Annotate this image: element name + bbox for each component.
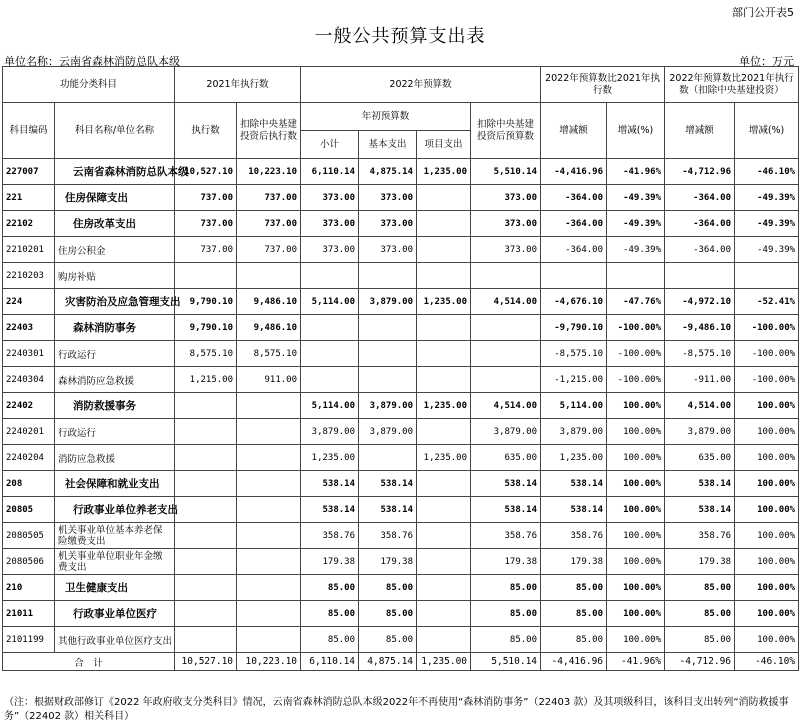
- row-cell: -364.00: [665, 185, 735, 211]
- row-name: 住房改革支出: [55, 211, 175, 237]
- row-cell: 4,514.00: [471, 289, 541, 315]
- row-cell: [175, 445, 237, 471]
- row-cell: 6,110.14: [301, 159, 359, 185]
- row-cell: 179.38: [665, 549, 735, 575]
- row-cell: 1,235.00: [417, 445, 471, 471]
- row-cell: [175, 497, 237, 523]
- row-cell: 5,510.14: [471, 159, 541, 185]
- row-cell: 373.00: [301, 211, 359, 237]
- header-basic: 基本支出: [359, 131, 417, 159]
- row-cell: 538.14: [359, 471, 417, 497]
- row-name: 行政运行: [55, 341, 175, 367]
- table-row: [3, 367, 799, 393]
- row-name: 消防救援事务: [55, 393, 175, 419]
- total-cell: -41.96%: [607, 653, 665, 671]
- row-cell: -4,676.10: [541, 289, 607, 315]
- row-cell: -911.00: [665, 367, 735, 393]
- row-cell: [237, 627, 301, 653]
- row-code: 2240201: [3, 419, 55, 445]
- row-cell: [471, 367, 541, 393]
- row-cell: [175, 393, 237, 419]
- total-label: 合 计: [3, 653, 175, 671]
- row-cell: 3,879.00: [665, 419, 735, 445]
- row-cell: -364.00: [541, 237, 607, 263]
- row-cell: 538.14: [471, 471, 541, 497]
- row-cell: [665, 263, 735, 289]
- row-cell: 1,235.00: [541, 445, 607, 471]
- header-func-class: 功能分类科目: [3, 67, 175, 103]
- table-row: [3, 159, 799, 185]
- table-row: [3, 601, 799, 627]
- row-cell: 1,235.00: [417, 289, 471, 315]
- header-exec: 执行数: [175, 103, 237, 159]
- row-code: 2210203: [3, 263, 55, 289]
- row-cell: [417, 237, 471, 263]
- header-budget-2022: 2022年预算数: [301, 67, 541, 103]
- row-cell: 5,114.00: [301, 393, 359, 419]
- row-cell: [471, 263, 541, 289]
- row-cell: [175, 575, 237, 601]
- row-cell: [471, 341, 541, 367]
- row-cell: 100.00%: [735, 445, 799, 471]
- row-cell: 85.00: [359, 575, 417, 601]
- row-cell: [417, 575, 471, 601]
- total-row: [3, 653, 799, 671]
- row-name: 行政事业单位养老支出: [55, 497, 175, 523]
- header-exec-excl: 扣除中央基建投资后执行数: [237, 103, 301, 159]
- row-cell: 3,879.00: [541, 419, 607, 445]
- row-cell: 737.00: [175, 211, 237, 237]
- row-cell: [175, 627, 237, 653]
- row-cell: 10,223.10: [237, 159, 301, 185]
- row-cell: [301, 341, 359, 367]
- row-cell: [237, 601, 301, 627]
- row-cell: [417, 315, 471, 341]
- row-name: 住房公积金: [55, 237, 175, 263]
- row-cell: -4,416.96: [541, 159, 607, 185]
- row-cell: -49.39%: [735, 185, 799, 211]
- table-row: [3, 211, 799, 237]
- row-name: 灾害防治及应急管理支出: [55, 289, 175, 315]
- row-cell: 4,514.00: [471, 393, 541, 419]
- header-inc1: 增减额: [541, 103, 607, 159]
- total-cell: -46.10%: [735, 653, 799, 671]
- header-compare-exec-excl: 2022年预算数比2021年执行数（扣除中央基建投资）: [665, 67, 799, 103]
- total-cell: 4,875.14: [359, 653, 417, 671]
- row-cell: 100.00%: [735, 471, 799, 497]
- table-row: [3, 289, 799, 315]
- row-cell: 373.00: [471, 237, 541, 263]
- row-code: 2240304: [3, 367, 55, 393]
- row-cell: 635.00: [471, 445, 541, 471]
- row-cell: -9,790.10: [541, 315, 607, 341]
- row-cell: 85.00: [359, 627, 417, 653]
- row-cell: -100.00%: [607, 341, 665, 367]
- table-row: [3, 575, 799, 601]
- row-cell: 3,879.00: [359, 289, 417, 315]
- header-name: 科目名称/单位名称: [55, 103, 175, 159]
- row-cell: 85.00: [359, 601, 417, 627]
- table-row: [3, 315, 799, 341]
- row-name: 森林消防应急救援: [55, 367, 175, 393]
- row-code: 21011: [3, 601, 55, 627]
- row-cell: 85.00: [301, 575, 359, 601]
- row-cell: 538.14: [665, 497, 735, 523]
- row-cell: [735, 263, 799, 289]
- row-cell: [301, 315, 359, 341]
- row-cell: 373.00: [359, 211, 417, 237]
- header-pct2: 增减(%): [735, 103, 799, 159]
- row-cell: 8,575.10: [237, 341, 301, 367]
- row-cell: 100.00%: [607, 601, 665, 627]
- row-cell: 100.00%: [607, 497, 665, 523]
- row-code: 2210201: [3, 237, 55, 263]
- total-cell: 6,110.14: [301, 653, 359, 671]
- row-cell: [417, 185, 471, 211]
- row-cell: [417, 211, 471, 237]
- row-cell: [417, 627, 471, 653]
- row-cell: [417, 263, 471, 289]
- table-row: [3, 549, 799, 575]
- row-cell: 4,875.14: [359, 159, 417, 185]
- row-code: 2080505: [3, 523, 55, 549]
- row-name: 社会保障和就业支出: [55, 471, 175, 497]
- row-cell: 100.00%: [607, 445, 665, 471]
- row-cell: 85.00: [301, 627, 359, 653]
- row-cell: 4,514.00: [665, 393, 735, 419]
- row-cell: 100.00%: [735, 523, 799, 549]
- row-cell: 538.14: [665, 471, 735, 497]
- row-cell: [417, 471, 471, 497]
- row-cell: 100.00%: [735, 393, 799, 419]
- row-cell: 100.00%: [735, 627, 799, 653]
- row-cell: 85.00: [665, 601, 735, 627]
- row-cell: 358.76: [359, 523, 417, 549]
- row-name: 行政事业单位医疗: [55, 601, 175, 627]
- row-cell: [175, 471, 237, 497]
- row-cell: -4,712.96: [665, 159, 735, 185]
- table-row: [3, 185, 799, 211]
- row-cell: [417, 367, 471, 393]
- footnote: （注：根据财政部修订《2022 年政府收支分类科目》情况，云南省森林消防总队本级2022年不再使用“森林消防事务”（22403 款）及其项级科目，该科目支出转列“消防救援事务”（22402 款）相关科目）: [4, 697, 789, 722]
- row-cell: 358.76: [471, 523, 541, 549]
- total-cell: 10,223.10: [237, 653, 301, 671]
- row-cell: 737.00: [237, 185, 301, 211]
- row-cell: 85.00: [665, 627, 735, 653]
- row-cell: 5,114.00: [541, 393, 607, 419]
- row-cell: 3,879.00: [359, 393, 417, 419]
- unit-money: 单位：万元: [739, 55, 794, 68]
- total-cell: 1,235.00: [417, 653, 471, 671]
- row-cell: 100.00%: [735, 575, 799, 601]
- table-row: [3, 523, 799, 549]
- row-cell: -46.10%: [735, 159, 799, 185]
- row-cell: -49.39%: [735, 211, 799, 237]
- row-cell: 85.00: [471, 601, 541, 627]
- row-name: 卫生健康支出: [55, 575, 175, 601]
- row-cell: 373.00: [359, 237, 417, 263]
- unit-name: 单位名称：云南省森林消防总队本级: [4, 55, 180, 68]
- row-cell: 179.38: [471, 549, 541, 575]
- row-code: 2240204: [3, 445, 55, 471]
- row-cell: [417, 601, 471, 627]
- row-cell: 5,114.00: [301, 289, 359, 315]
- row-cell: 1,235.00: [417, 393, 471, 419]
- row-code: 2101199: [3, 627, 55, 653]
- row-code: 2240301: [3, 341, 55, 367]
- row-cell: 100.00%: [735, 601, 799, 627]
- row-cell: 373.00: [471, 185, 541, 211]
- row-cell: -1,215.00: [541, 367, 607, 393]
- row-cell: -8,575.10: [665, 341, 735, 367]
- row-cell: -47.76%: [607, 289, 665, 315]
- row-code: 224: [3, 289, 55, 315]
- row-cell: 179.38: [541, 549, 607, 575]
- total-cell: 10,527.10: [175, 653, 237, 671]
- row-cell: [359, 367, 417, 393]
- row-cell: -9,486.10: [665, 315, 735, 341]
- table-row: [3, 393, 799, 419]
- row-name: 机关事业单位职业年金缴费支出: [55, 549, 175, 575]
- row-cell: 100.00%: [607, 575, 665, 601]
- row-code: 22403: [3, 315, 55, 341]
- row-cell: [175, 549, 237, 575]
- header-exec-2021: 2021年执行数: [175, 67, 301, 103]
- table-row: [3, 445, 799, 471]
- header-project: 项目支出: [417, 131, 471, 159]
- row-cell: 538.14: [301, 471, 359, 497]
- table-row: [3, 497, 799, 523]
- row-cell: 85.00: [471, 627, 541, 653]
- table-row: [3, 263, 799, 289]
- row-cell: 358.76: [665, 523, 735, 549]
- table-row: [3, 237, 799, 263]
- row-cell: 737.00: [237, 211, 301, 237]
- row-cell: 100.00%: [735, 419, 799, 445]
- row-cell: [359, 445, 417, 471]
- row-name: 其他行政事业单位医疗支出: [55, 627, 175, 653]
- row-cell: -364.00: [665, 237, 735, 263]
- row-name: 行政运行: [55, 419, 175, 445]
- row-code: 22102: [3, 211, 55, 237]
- row-cell: 9,486.10: [237, 315, 301, 341]
- row-name: 机关事业单位基本养老保险缴费支出: [55, 523, 175, 549]
- row-cell: [175, 263, 237, 289]
- row-cell: [471, 315, 541, 341]
- row-cell: -49.39%: [607, 185, 665, 211]
- table-row: [3, 341, 799, 367]
- total-cell: 5,510.14: [471, 653, 541, 671]
- row-cell: -41.96%: [607, 159, 665, 185]
- row-cell: 9,486.10: [237, 289, 301, 315]
- row-cell: 373.00: [359, 185, 417, 211]
- row-cell: 179.38: [359, 549, 417, 575]
- table-row: [3, 627, 799, 653]
- row-cell: 100.00%: [607, 523, 665, 549]
- row-cell: [359, 315, 417, 341]
- row-cell: [237, 549, 301, 575]
- row-code: 210: [3, 575, 55, 601]
- row-cell: -364.00: [665, 211, 735, 237]
- row-code: 20805: [3, 497, 55, 523]
- page-title: 一般公共预算支出表: [314, 26, 486, 47]
- table-row: [3, 471, 799, 497]
- row-cell: 100.00%: [735, 497, 799, 523]
- row-cell: -100.00%: [735, 315, 799, 341]
- row-cell: 373.00: [471, 211, 541, 237]
- budget-table: [2, 66, 799, 671]
- row-cell: 911.00: [237, 367, 301, 393]
- row-cell: [301, 367, 359, 393]
- row-cell: [237, 419, 301, 445]
- row-cell: 1,235.00: [301, 445, 359, 471]
- row-cell: [175, 523, 237, 549]
- row-cell: [301, 263, 359, 289]
- row-cell: -364.00: [541, 185, 607, 211]
- row-cell: [417, 497, 471, 523]
- row-cell: 100.00%: [607, 419, 665, 445]
- row-cell: [359, 263, 417, 289]
- row-cell: 373.00: [301, 237, 359, 263]
- row-cell: 635.00: [665, 445, 735, 471]
- row-cell: -100.00%: [607, 315, 665, 341]
- row-name: 消防应急救援: [55, 445, 175, 471]
- row-cell: 3,879.00: [301, 419, 359, 445]
- row-cell: 100.00%: [607, 471, 665, 497]
- row-cell: [237, 263, 301, 289]
- row-cell: 538.14: [541, 471, 607, 497]
- row-cell: 179.38: [301, 549, 359, 575]
- row-cell: [237, 523, 301, 549]
- row-cell: 85.00: [541, 601, 607, 627]
- row-name: 森林消防事务: [55, 315, 175, 341]
- row-cell: -100.00%: [607, 367, 665, 393]
- row-code: 208: [3, 471, 55, 497]
- header-subtotal: 小计: [301, 131, 359, 159]
- row-cell: -49.39%: [607, 237, 665, 263]
- row-cell: 85.00: [541, 575, 607, 601]
- header-code: 科目编码: [3, 103, 55, 159]
- row-name: 购房补贴: [55, 263, 175, 289]
- row-cell: -49.39%: [607, 211, 665, 237]
- row-cell: [359, 341, 417, 367]
- row-cell: 10,527.10: [175, 159, 237, 185]
- row-cell: [541, 263, 607, 289]
- row-cell: 373.00: [301, 185, 359, 211]
- row-cell: 100.00%: [607, 549, 665, 575]
- header-inc2: 增减额: [665, 103, 735, 159]
- row-cell: 538.14: [359, 497, 417, 523]
- row-cell: [417, 341, 471, 367]
- table-row: [3, 419, 799, 445]
- row-cell: 9,790.10: [175, 289, 237, 315]
- row-cell: [237, 393, 301, 419]
- header-compare-exec: 2022年预算数比2021年执行数: [541, 67, 665, 103]
- row-cell: [417, 523, 471, 549]
- row-cell: 1,215.00: [175, 367, 237, 393]
- row-cell: -100.00%: [735, 341, 799, 367]
- row-cell: [417, 419, 471, 445]
- row-cell: 100.00%: [607, 393, 665, 419]
- row-cell: 1,235.00: [417, 159, 471, 185]
- row-code: 2080506: [3, 549, 55, 575]
- header-initial: 年初预算数: [301, 103, 471, 131]
- row-cell: 9,790.10: [175, 315, 237, 341]
- row-code: 221: [3, 185, 55, 211]
- row-cell: [237, 497, 301, 523]
- row-cell: [237, 471, 301, 497]
- row-cell: -364.00: [541, 211, 607, 237]
- row-cell: 538.14: [541, 497, 607, 523]
- total-cell: -4,712.96: [665, 653, 735, 671]
- row-cell: [237, 445, 301, 471]
- row-cell: -49.39%: [735, 237, 799, 263]
- row-cell: 358.76: [301, 523, 359, 549]
- row-cell: [417, 549, 471, 575]
- row-cell: 85.00: [665, 575, 735, 601]
- row-cell: -8,575.10: [541, 341, 607, 367]
- row-cell: [175, 419, 237, 445]
- row-cell: 3,879.00: [359, 419, 417, 445]
- row-cell: 538.14: [471, 497, 541, 523]
- row-cell: 85.00: [301, 601, 359, 627]
- row-cell: [237, 575, 301, 601]
- row-cell: -100.00%: [735, 367, 799, 393]
- row-cell: 737.00: [175, 237, 237, 263]
- row-code: 22402: [3, 393, 55, 419]
- row-cell: 737.00: [175, 185, 237, 211]
- corner-label: 部门公开表5: [732, 6, 794, 19]
- header-pct1: 增减(%): [607, 103, 665, 159]
- row-name: 云南省森林消防总队本级: [55, 159, 175, 185]
- row-cell: 3,879.00: [471, 419, 541, 445]
- row-cell: -52.41%: [735, 289, 799, 315]
- row-cell: [607, 263, 665, 289]
- total-cell: -4,416.96: [541, 653, 607, 671]
- row-cell: [175, 601, 237, 627]
- row-cell: 85.00: [541, 627, 607, 653]
- row-cell: 358.76: [541, 523, 607, 549]
- header-excl-budget: 扣除中央基建投资后预算数: [471, 103, 541, 159]
- row-name: 住房保障支出: [55, 185, 175, 211]
- row-cell: 8,575.10: [175, 341, 237, 367]
- row-cell: 100.00%: [735, 549, 799, 575]
- row-cell: 100.00%: [607, 627, 665, 653]
- row-code: 227007: [3, 159, 55, 185]
- row-cell: 737.00: [237, 237, 301, 263]
- row-cell: 538.14: [301, 497, 359, 523]
- row-cell: -4,972.10: [665, 289, 735, 315]
- row-cell: 85.00: [471, 575, 541, 601]
